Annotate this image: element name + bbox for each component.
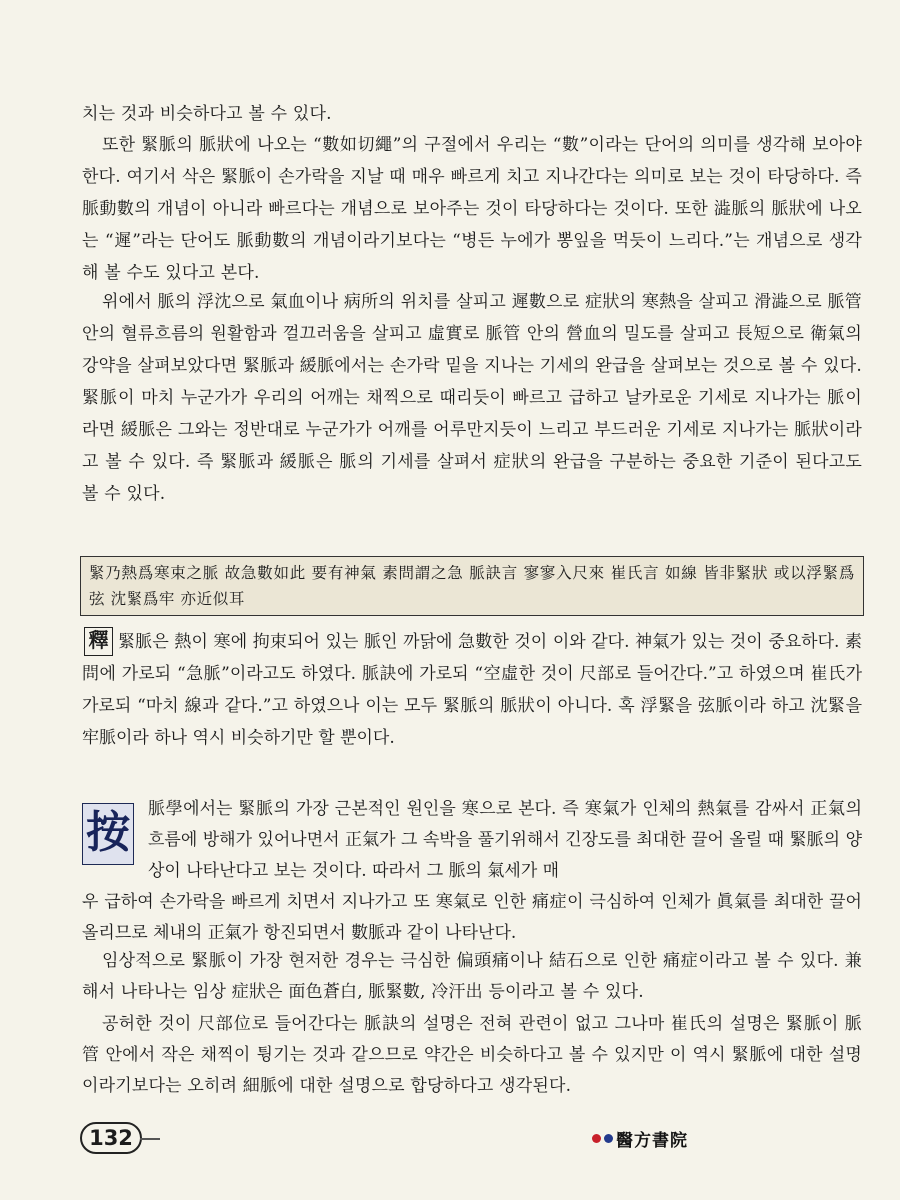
paragraph-pulse-summary: 위에서 脈의 浮沈으로 氣血이나 病所의 위치를 살피고 遲數으로 症狀의 寒熱을 살피고 滑澁으로 脈管 안의 혈류흐름의 원활함과 껄끄러움을 살피고 虛實로 脈管 안의 營血의 밀도를 살피고 長短으로 衛氣의 강약을 살펴보았다면 緊脈과 緩脈에서는 손가락 밑을 지나는 기세의 완급을 살펴보는 것으로 볼 수 있다. 緊脈이 마치 누군가가 우리의 어깨는 채찍으로 때리듯이 빠르고 급하고 날카로운 기세로 지나가는 脈이라면 緩脈은 그와는 정반대로 누군가가 어깨를 어루만지듯이 느리고 부드러운 기세로 지나가는 脈狀이라고 볼 수 있다. 즉 緊脈과 緩脈은 脈의 기세를 살펴서 症狀의 완급을 구분하는 중요한 기준이 된다고도 볼 수 있다.	[82, 292, 862, 504]
note-paragraph-clinical: 임상적으로 緊脈이 가장 현저한 경우는 극심한 偏頭痛이나 結石으로 인한 痛症이라고 볼 수 있다. 兼해서 나타나는 임상 症狀은 面色蒼白, 脈緊數, 冷汗出 등이라고 볼 수 있다.	[82, 951, 862, 1002]
explanation-text: 緊脈은 熱이 寒에 拘束되어 있는 脈인 까닭에 急數한 것이 이와 같다. 神氣가 있는 것이 중요하다. 素問에 가로되 “急脈”이라고도 하였다. 脈訣에 가로되 “空虛한 것이 尺部로 들어간다.”고 하였으며 崔氏가 가로되 “마치 線과 같다.”고 하였으나 이는 모두 緊脈의 脈狀이 아니다. 혹 浮緊을 弦脈이라 하고 沈緊을 牢脈이라 하나 역시 비슷하기만 할 뿐이다.	[82, 632, 862, 748]
page-number-rule	[140, 1138, 160, 1140]
publisher-mark	[592, 1126, 688, 1150]
note-label-box: 按	[82, 803, 134, 865]
explanation-label-box: 釋	[84, 627, 113, 656]
publisher-name: 醫方書院	[616, 1130, 688, 1151]
note-text-continued: 우 급하여 손가락을 빠르게 치면서 지나가고 또 寒氣로 인한 痛症이 극심하여 인체가 眞氣를 최대한 끌어 올리므로 체내의 正氣가 항진되면서 數脈과 같이 나타난다.	[82, 892, 862, 943]
publisher-logo-red-dot	[592, 1134, 601, 1143]
page-number: 132	[80, 1122, 142, 1154]
publisher-logo-blue-dot	[604, 1134, 613, 1143]
classical-text: 緊乃熱爲寒束之脈 故急數如此 要有神氣 素問謂之急 脈訣言 寥寥入尺來 崔氏言 如線 皆非緊狀 或以浮緊爲弦 沈緊爲牢 亦近似耳	[89, 564, 855, 608]
note-text-first: 脈學에서는 緊脈의 가장 근본적인 원인을 寒으로 본다. 즉 寒氣가 인체의 熱氣를 감싸서 正氣의 흐름에 방해가 있어나면서 正氣가 그 속박을 풀기위해서 긴장도를 최대한 끌어 올릴 때 緊脈의 양상이 나타난다고 보는 것이다. 따라서 그 脈의 氣세가 매	[148, 799, 862, 881]
classical-text-box	[80, 556, 864, 616]
paragraph-continuation: 치는 것과 비슷하다고 볼 수 있다.	[82, 104, 332, 124]
note-paragraph-conclusion: 공허한 것이 尺部位로 들어간다는 脈訣의 설명은 전혀 관련이 없고 그나마 崔氏의 설명은 緊脈이 脈管 안에서 작은 채찍이 튕기는 것과 같으므로 약간은 비슷하다고 볼 수 있지만 이 역시 緊脈에 대한 설명이라기보다는 오히려 細脈에 대한 설명으로 합당하다고 생각된다.	[82, 1014, 862, 1096]
paragraph-shu-meaning: 또한 緊脈의 脈狀에 나오는 “數如切繩”의 구절에서 우리는 “數”이라는 단어의 의미를 생각해 보아야 한다. 여기서 삭은 緊脈이 손가락을 지날 때 매우 빠르게 치고 지나간다는 의미로 보는 것이 타당하다. 즉 脈動數의 개념이 아니라 빠르다는 개념으로 보아주는 것이 타당하다는 것이다. 또한 澁脈의 脈狀에 나오는 “遲”라는 단어도 脈動數의 개념이라기보다는 “병든 누에가 뽕잎을 먹듯이 느리다.”는 개념으로 생각해 볼 수도 있다고 본다.	[82, 135, 862, 283]
